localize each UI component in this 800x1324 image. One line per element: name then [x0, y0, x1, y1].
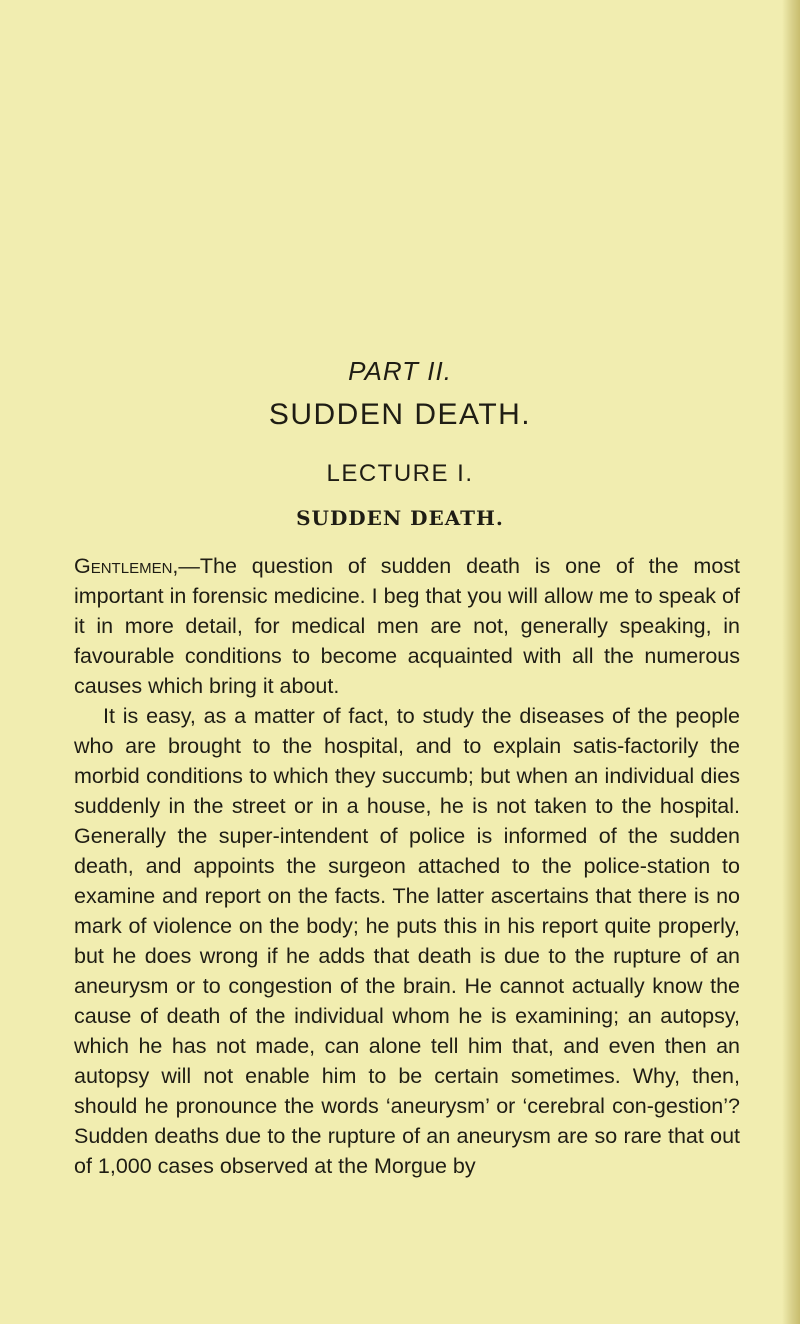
body-text: [74, 551, 740, 1181]
part-heading: PART II.: [348, 356, 452, 386]
lecture-heading: LECTURE I.: [326, 460, 474, 487]
main-title: SUDDEN DEATH.: [268, 398, 532, 431]
page-edge: [782, 0, 800, 1324]
lecture-subtitle: SUDDEN DEATH.: [296, 506, 504, 530]
paragraph-1-text: —The question of sudden death is one of the most important in forensic medicine. I beg that you will allow me to speak of it in more detail, for medical men are not, generally speaking, in favourable conditions to become acquainted with all the numerous causes which bring it about.: [74, 554, 740, 698]
paragraph-2: It is easy, as a matter of fact, to study the diseases of the people who are brought to the hospital, and to explain satis-factorily the morbid conditions to which they succumb; but when an individual dies suddenly in the street or in a house, he is not taken to the hospital. Generally the super-intendent of police is informed of the sudden death, and appoints the surgeon attached to the police-station to examine and report on the facts. The latter ascertains that there is no mark of violence on the body; he puts this in his report quite properly, but he does wrong if he adds that death is due to the rupture of an aneurysm or to congestion of the brain. He cannot actually know the cause of death of the individual whom he is examining; an autopsy, which he has not made, can alone tell him that, and even then an autopsy will not enable him to be certain sometimes. Why, then, should he pronounce the words ‘aneurysm’ or ‘cerebral con-gestion’? Sudden deaths due to the rupture of an aneurysm are so rare that out of 1,000 cases observed at the Morgue by: [74, 704, 740, 1178]
paragraph-1: [74, 551, 740, 701]
salutation: Gentlemen,: [74, 554, 179, 578]
